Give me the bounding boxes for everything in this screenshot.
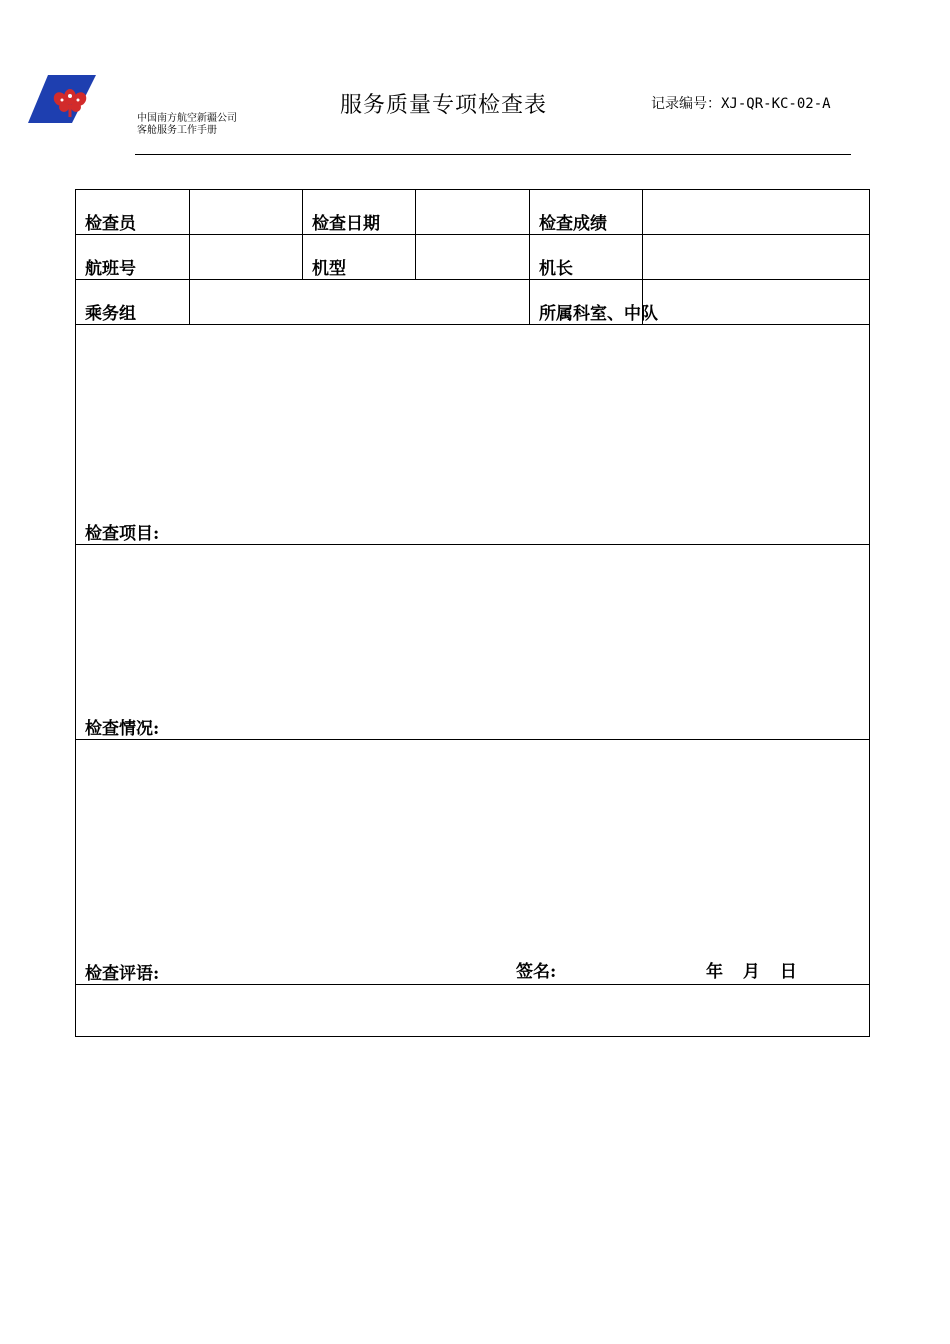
date-field[interactable]	[416, 190, 530, 235]
company-line-1: 中国南方航空新疆公司	[137, 113, 237, 124]
china-southern-logo	[28, 75, 96, 123]
date-label: 检查日期	[303, 190, 416, 235]
captain-label: 机长	[530, 235, 643, 280]
signature-date: 年 月 日	[706, 962, 797, 982]
crew-label: 乘务组	[76, 280, 190, 325]
aircraft-field[interactable]	[416, 235, 530, 280]
company-name	[137, 113, 237, 137]
company-line-2: 客舱服务工作手册	[137, 125, 217, 136]
score-label: 检查成绩	[530, 190, 643, 235]
score-field[interactable]	[643, 190, 870, 235]
items-label: 检查项目:	[85, 524, 160, 544]
flight-field[interactable]	[190, 235, 303, 280]
dept-field[interactable]	[643, 280, 870, 325]
footer-row	[76, 985, 870, 1037]
signature-label: 签名:	[516, 962, 557, 982]
flight-label: 航班号	[76, 235, 190, 280]
inspector-label: 检查员	[76, 190, 190, 235]
form-title: 服务质量专项检查表	[340, 93, 548, 118]
form-row-3	[76, 280, 870, 325]
comments-row	[76, 740, 870, 985]
record-number: 记录编号：XJ-QR-KC-02-A	[651, 96, 831, 112]
dept-label: 所属科室、中队	[530, 280, 643, 325]
form-row-1	[76, 190, 870, 235]
form-row-2	[76, 235, 870, 280]
comments-label: 检查评语:	[85, 964, 160, 984]
inspection-form	[75, 189, 870, 1037]
inspector-field[interactable]	[190, 190, 303, 235]
situation-label: 检查情况:	[85, 719, 160, 739]
items-row	[76, 325, 870, 545]
aircraft-label: 机型	[303, 235, 416, 280]
situation-section[interactable]	[76, 545, 870, 740]
footer-field[interactable]	[76, 985, 870, 1037]
situation-row	[76, 545, 870, 740]
crew-field[interactable]	[190, 280, 530, 325]
comments-section[interactable]	[76, 740, 870, 985]
header-divider	[135, 154, 851, 155]
captain-field[interactable]	[643, 235, 870, 280]
items-section[interactable]	[76, 325, 870, 545]
